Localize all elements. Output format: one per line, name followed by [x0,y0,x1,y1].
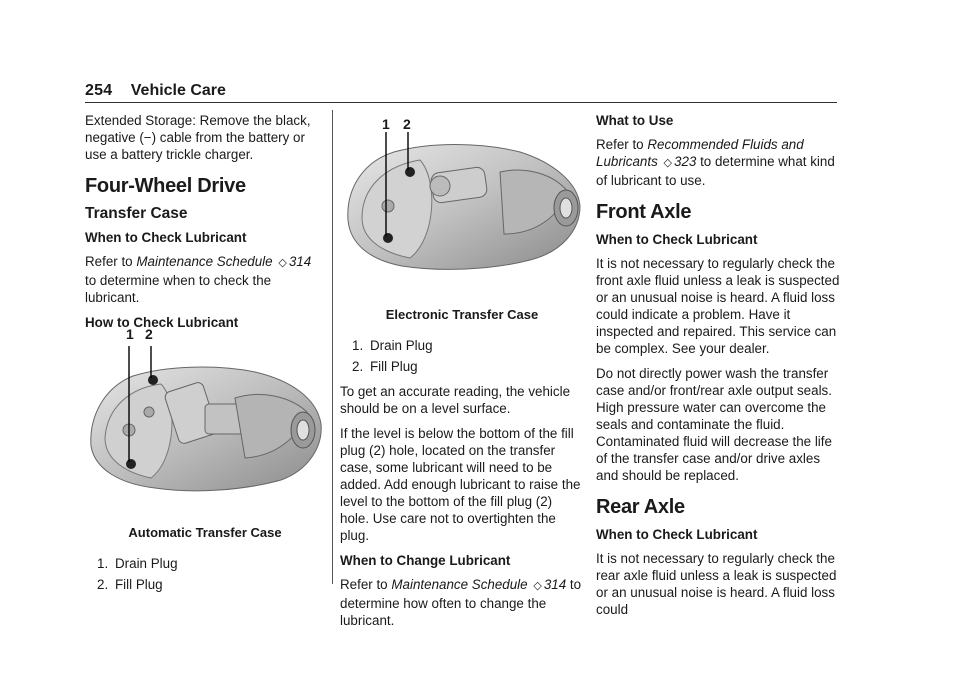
xref-arrow-icon: ◇ [533,580,542,592]
section-title: Vehicle Care [130,82,226,99]
caption-electronic-transfer-case: Electronic Transfer Case [385,307,539,322]
callout-2: 2 [145,326,153,342]
figure-electronic-transfer-case [340,110,584,290]
page-number: 254 [85,82,113,99]
list-item: 2. Fill Plug [352,359,418,374]
parts-list-2 [340,337,584,375]
heading-front-axle: Front Axle [596,201,692,223]
refer-pre: Refer to [340,577,388,592]
callout-2: 2 [403,116,411,132]
page-ref[interactable]: 314 [543,577,567,592]
intro-paragraph: Extended Storage: Remove the black, negative (−) cable from the battery or use a battery trickle charger. [85,113,311,162]
heading-rear-when-to-check: When to Check Lubricant [596,527,758,542]
electronic-transfer-case-illustration [340,110,584,290]
heading-when-to-check: When to Check Lubricant [85,230,247,245]
column-1 [85,112,325,601]
column-divider [332,110,333,584]
caption-automatic-transfer-case: Automatic Transfer Case [128,525,282,540]
heading-when-to-change: When to Change Lubricant [340,553,511,568]
column-2 [340,110,584,637]
automatic-transfer-case-illustration [85,338,325,506]
heading-four-wheel-drive: Four-Wheel Drive [85,175,246,197]
heading-rear-axle: Rear Axle [596,496,685,518]
refer-paragraph [596,136,840,189]
front-axle-paragraph-1: It is not necessary to regularly check the front axle fluid unless a leak is suspected or an unusual noise is heard. A fluid loss could indicate a problem. Have it inspected and repaired. This service can be complex. See your dealer. [596,256,840,356]
heading-transfer-case: Transfer Case [85,205,188,222]
column-3 [596,112,840,626]
refer-post: to determine what kind of lubricant to use. [596,154,835,188]
refer-paragraph [85,253,325,306]
figure-automatic-transfer-case [85,326,325,506]
parts-list-1 [85,555,325,593]
heading-what-to-use: What to Use [596,113,674,128]
link-maintenance-schedule[interactable]: Maintenance Schedule [391,577,528,592]
list-item: 1. Drain Plug [352,338,433,353]
page-ref[interactable]: 314 [288,254,312,269]
link-maintenance-schedule[interactable]: Maintenance Schedule [136,254,273,269]
page-header [85,82,837,104]
front-axle-paragraph-2: Do not directly power wash the transfer case and/or front/rear axle output seals. High pressure water can overcome the seals and contaminate the fluid. Contaminated fluid will decrease the life of the transfer case and/or drive axles and should be replaced. [596,366,832,483]
heading-how-to-check: How to Check Lubricant [85,315,239,330]
heading-front-when-to-check: When to Check Lubricant [596,232,758,247]
refer-post: to determine how often to change the lubricant. [340,577,582,628]
link-recommended-fluids[interactable]: Recommended Fluids and Lubricants [596,137,804,169]
level-surface-paragraph: To get an accurate reading, the vehicle should be on a level surface. [340,384,571,416]
refer-pre: Refer to [596,137,644,152]
fill-level-paragraph: If the level is below the bottom of the fill plug (2) hole, located on the transfer case, some lubricant will need to be added. Add enough lubricant to raise the level to the bottom of the fill plug (2) hole. Use care not to overtighten the plug. [340,426,581,543]
list-item: 1. Drain Plug [97,556,178,571]
refer-post: to determine when to check the lubricant. [85,273,272,305]
refer-pre: Refer to [85,254,133,269]
xref-arrow-icon: ◇ [663,157,672,169]
xref-arrow-icon: ◇ [278,257,287,269]
header-rule [85,102,837,103]
refer-paragraph [340,576,584,629]
list-item: 2. Fill Plug [97,577,163,592]
callout-1: 1 [126,326,134,342]
page-ref[interactable]: 323 [674,154,697,169]
rear-axle-paragraph-1: It is not necessary to regularly check the rear axle fluid unless a leak is suspected or an unusual noise is heard. A fluid loss could [596,551,837,617]
callout-1: 1 [382,116,390,132]
